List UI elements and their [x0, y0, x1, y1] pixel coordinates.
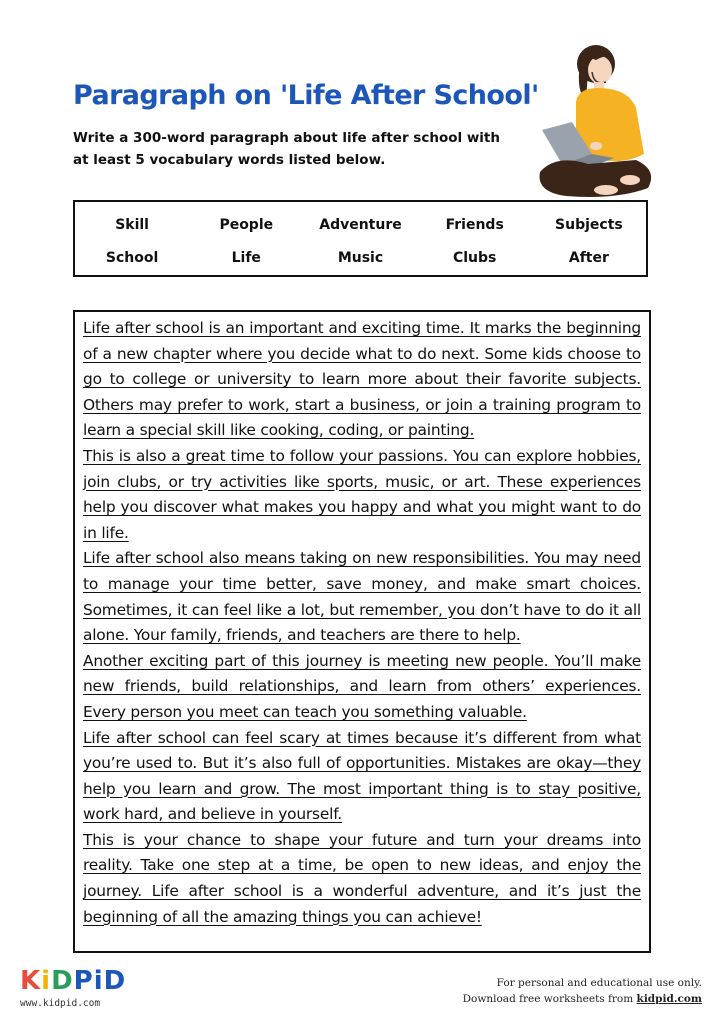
vocab-word: People — [219, 216, 274, 233]
paragraph-6: This is your chance to shape your future and turn your dreams into reality. Take one step at a time, be open to new ideas, and enjoy the journey. Life after school is a wonderful adventure, and it’s just the beginning of all the amazing things you can achieve! — [83, 830, 641, 926]
paragraph-box — [73, 310, 651, 953]
vocab-word: Subjects — [555, 216, 623, 233]
vocab-word: Skill — [115, 216, 149, 233]
vocabulary-box — [73, 200, 648, 277]
vocab-word: Adventure — [319, 216, 402, 233]
paragraph-4: Another exciting part of this journey is meeting new people. You’ll make new friends, build relationships, and learn from others’ experiences. Every person you meet can teach you something valuable. — [83, 651, 641, 721]
vocab-word: Friends — [445, 216, 504, 233]
kidpid-link[interactable]: kidpid.com — [636, 993, 702, 1005]
footer-line-2: Download free worksheets from — [462, 993, 637, 1005]
vocab-word: Clubs — [452, 249, 497, 266]
girl-with-laptop-illustration — [536, 42, 658, 200]
footer-line-1: For personal and educational use only. — [496, 977, 702, 989]
paragraph-3: Life after school also means taking on new responsibilities. You may need to manage your time better, save money, and make smart choices. Sometimes, it can feel like a lot, but remember, you don’t have to do it all alone. Your family, friends, and teachers are there to help. — [83, 549, 641, 645]
vocab-word: School — [105, 249, 159, 266]
instructions: Write a 300-word paragraph about life after school with at least 5 vocabulary words listed below. — [73, 130, 500, 168]
paragraph-5: Life after school can feel scary at times because it’s different from what you’re used to. But it’s also full of opportunities. Mistakes are okay—they help you learn and grow. The most important thing is to stay positive, work hard, and believe in yourself. — [83, 728, 641, 824]
vocab-word: Life — [231, 249, 261, 266]
paragraph-2: This is also a great time to follow your passions. You can explore hobbies, join clubs, or try activities like sports, music, or art. These experiences help you discover what makes you happy and what you might want to do in life. — [83, 446, 641, 542]
kidpid-logo: KiDPiD — [20, 966, 127, 996]
page-title: Paragraph on 'Life After School' — [73, 80, 539, 111]
vocab-word: Music — [337, 249, 384, 266]
vocab-word: After — [568, 249, 609, 266]
paragraph-1: Life after school is an important and exciting time. It marks the beginning of a new chapter where you decide what to do next. Some kids choose to go to college or university to learn more about their favorite subjects. Others may prefer to work, start a business, or join a training program to learn a special skill like cooking, coding, or painting. — [83, 319, 641, 440]
logo-url: www.kidpid.com — [20, 998, 101, 1009]
footer-note — [463, 975, 702, 1007]
